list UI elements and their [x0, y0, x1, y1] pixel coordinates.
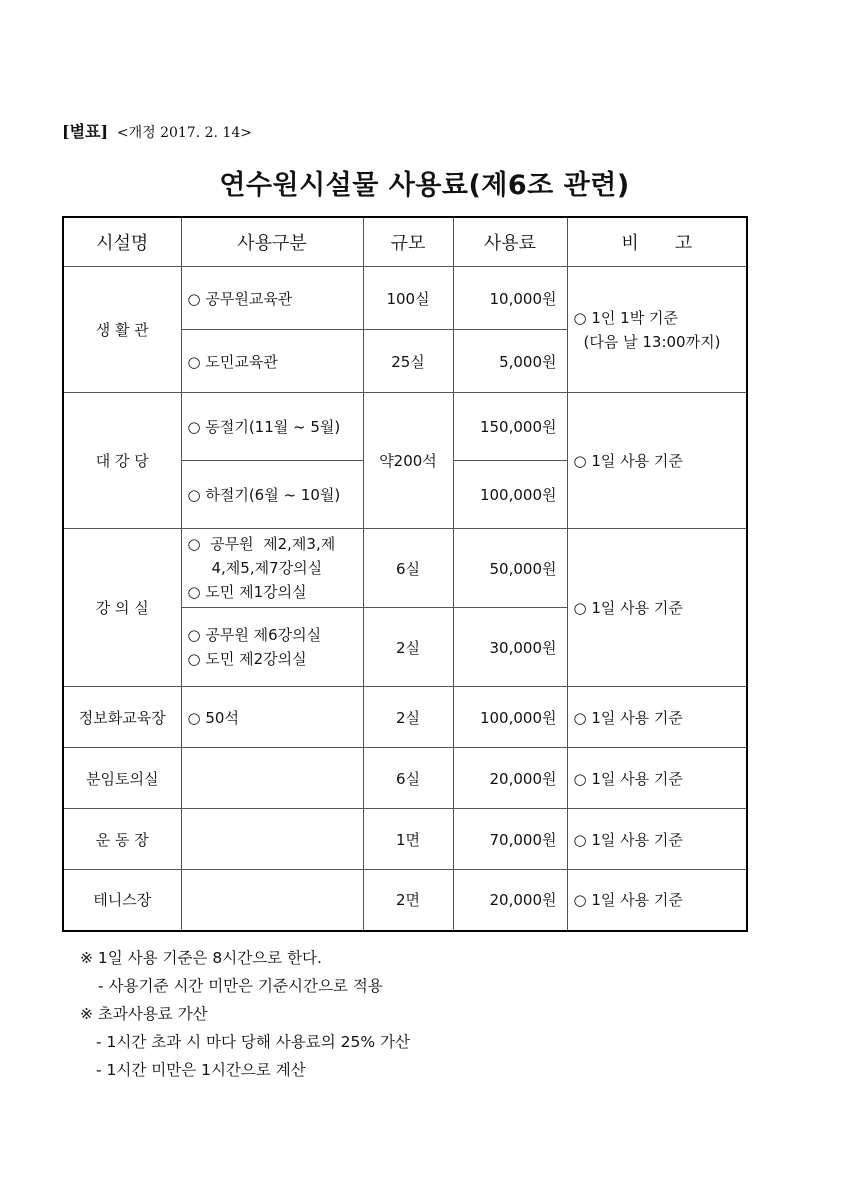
- fee-table: [62, 216, 748, 932]
- usage-line: 4,제5,제7강의실: [211, 559, 323, 577]
- note-line: - 1시간 미만은 1시간으로 계산: [96, 1061, 306, 1079]
- usage-cell: [181, 529, 363, 608]
- usage-cell: [181, 809, 363, 870]
- facility-name: 운 동 장: [63, 809, 181, 870]
- note-line: ※ 초과사용료 가산: [80, 1005, 208, 1023]
- fee-cell: 30,000원: [453, 608, 567, 687]
- usage-cell: ○ 50석: [181, 687, 363, 748]
- facility-name: 정보화교육장: [63, 687, 181, 748]
- fee-cell: 100,000원: [453, 461, 567, 529]
- table-row: [63, 687, 747, 748]
- fee-cell: 50,000원: [453, 529, 567, 608]
- size-cell: 2실: [363, 687, 453, 748]
- col-header-facility: 시설명: [63, 217, 181, 267]
- size-cell: 2면: [363, 870, 453, 931]
- appendix-label: [별표]: [62, 122, 109, 141]
- fee-cell: 70,000원: [453, 809, 567, 870]
- usage-cell: ○ 하절기(6월 ~ 10월): [181, 461, 363, 529]
- size-cell: 6실: [363, 529, 453, 608]
- table-header-row: [63, 217, 747, 267]
- remark-cell: ○ 1일 사용 기준: [567, 748, 747, 809]
- note-line: - 1시간 초과 시 마다 당해 사용료의 25% 가산: [96, 1033, 410, 1051]
- table-row: [63, 393, 747, 461]
- usage-cell: ○ 동절기(11월 ~ 5월): [181, 393, 363, 461]
- table-row: [63, 870, 747, 931]
- appendix-header: [62, 119, 252, 142]
- table-row: [63, 529, 747, 608]
- size-cell: 약200석: [363, 393, 453, 529]
- remark-cell: ○ 1일 사용 기준: [567, 870, 747, 931]
- usage-cell: ○ 도민교육관: [181, 330, 363, 393]
- fee-cell: 100,000원: [453, 687, 567, 748]
- col-header-usage: 사용구분: [181, 217, 363, 267]
- facility-name: 대 강 당: [63, 393, 181, 529]
- usage-cell: ○ 공무원교육관: [181, 267, 363, 330]
- revision-date: <개정 2017. 2. 14>: [116, 125, 252, 141]
- usage-cell: [181, 870, 363, 931]
- facility-name: 분임토의실: [63, 748, 181, 809]
- size-cell: 2실: [363, 608, 453, 687]
- facility-name: 강 의 실: [63, 529, 181, 687]
- col-header-size: 규모: [363, 217, 453, 267]
- fee-cell: 20,000원: [453, 870, 567, 931]
- remark-cell: ○ 1일 사용 기준: [567, 529, 747, 687]
- usage-cell: [181, 608, 363, 687]
- page-title: 연수원시설물 사용료(제6조 관련): [219, 170, 630, 201]
- col-header-remarks: 비 고: [567, 217, 747, 267]
- remark-cell: ○ 1일 사용 기준: [567, 687, 747, 748]
- size-cell: 6실: [363, 748, 453, 809]
- remark-line: ○ 1인 1박 기준: [573, 308, 678, 327]
- table-row: [63, 748, 747, 809]
- note-line: - 사용기준 시간 미만은 기준시간으로 적용: [98, 977, 383, 995]
- table-row: [63, 809, 747, 870]
- usage-line: ○ 공무원 제2,제3,제: [187, 535, 336, 553]
- fee-cell: 150,000원: [453, 393, 567, 461]
- fee-cell: 20,000원: [453, 748, 567, 809]
- size-cell: 25실: [363, 330, 453, 393]
- fee-cell: 10,000원: [453, 267, 567, 330]
- usage-cell: [181, 748, 363, 809]
- facility-name: 테니스장: [63, 870, 181, 931]
- remark-cell: ○ 1일 사용 기준: [567, 393, 747, 529]
- remark-line: (다음 날 13:00까지): [583, 332, 721, 351]
- table-row: [63, 267, 747, 330]
- size-cell: 100실: [363, 267, 453, 330]
- col-header-fee: 사용료: [453, 217, 567, 267]
- usage-line: ○ 공무원 제6강의실: [187, 626, 322, 644]
- remark-cell: ○ 1일 사용 기준: [567, 809, 747, 870]
- size-cell: 1면: [363, 809, 453, 870]
- note-line: ※ 1일 사용 기준은 8시간으로 한다.: [80, 949, 322, 967]
- remark-cell: [567, 267, 747, 393]
- facility-name: 생 활 관: [63, 267, 181, 393]
- usage-line: ○ 도민 제2강의실: [187, 650, 307, 668]
- fee-cell: 5,000원: [453, 330, 567, 393]
- usage-line: ○ 도민 제1강의실: [187, 583, 307, 601]
- footnotes: [80, 944, 410, 1084]
